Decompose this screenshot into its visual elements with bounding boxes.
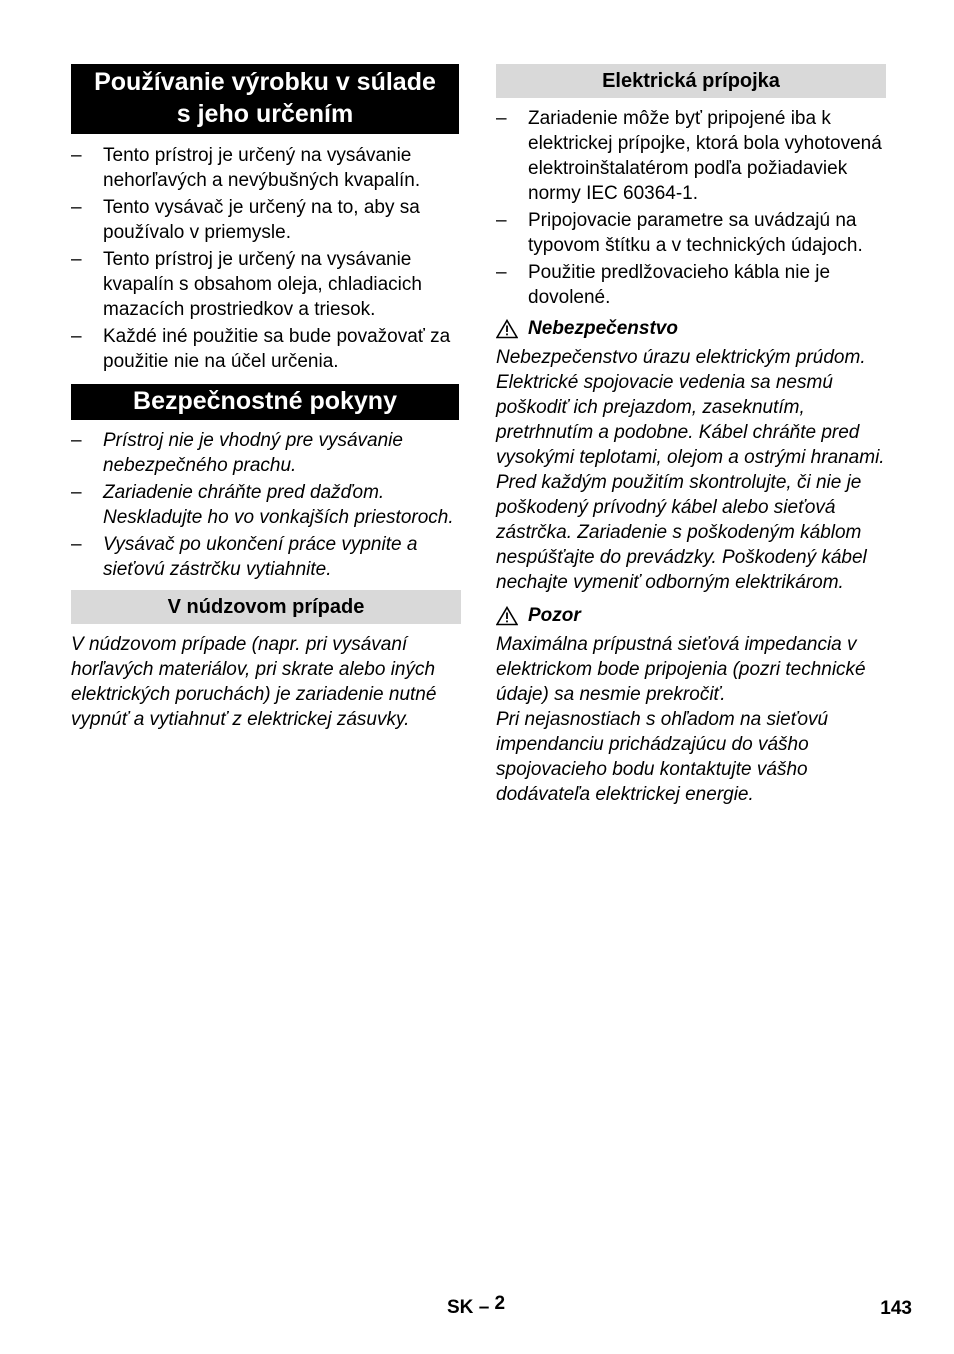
heading-intended-use (71, 64, 459, 134)
heading-intended-use-line1: Používanie výrobku v súlade (94, 68, 436, 96)
safety-list (71, 428, 461, 582)
emergency-text: V núdzovom prípade (napr. pri vysávaní horľavých materiálov, pri skrate alebo iných elektrických poruchách) je zariadenie nutné vypnúť a vytiahnuť z elektrickej zásuvky. (71, 634, 437, 730)
dash-bullet: – (71, 482, 82, 503)
caution-text-2: Pri nejasnostiach s ohľadom na sieťovú impendanciu prichádzajúcu do vášho spojovacieho bodu kontaktujte vášho dodávateľa elektrickej energie. (496, 709, 829, 805)
warning-triangle-icon (496, 606, 518, 626)
list-item: – Zariadenie chráňte pred dažďom. Neskladujte ho vo vonkajších priestoroch. (71, 482, 454, 528)
footer-dash: – (478, 1297, 490, 1318)
dash-bullet: – (71, 326, 82, 347)
dash-bullet: – (496, 108, 507, 129)
list-item: – Tento prístroj je určený na vysávanie nehorľavých a nevýbušných kvapalín. (71, 145, 421, 191)
list-item: – Tento prístroj je určený na vysávanie kvapalín s obsahom oleja, chladiacich mazacích prostriedkov a triesok. (71, 249, 422, 320)
list-item: – Prístroj nie je vhodný pre vysávanie nebezpečného prachu. (71, 430, 403, 476)
caution-label: Pozor (528, 605, 581, 626)
footer-lang: SK (447, 1297, 474, 1318)
heading-emergency: V núdzovom prípade (71, 590, 461, 624)
heading-safety: Bezpečnostné pokyny (71, 384, 459, 420)
danger-text-1: Nebezpečenstvo úrazu elektrickým prúdom. Elektrické spojovacie vedenia sa nesmú poškodiť ich prejazdom, zaseknutím, pretrhnutím a podobne. Kábel chráňte pred vysokými teplotami, olejom a ostrými hranami. (496, 347, 885, 468)
page-number: 143 (880, 1298, 912, 1319)
danger-text-2: Pred každým použitím skontrolujte, či nie je poškodený prívodný kábel alebo sieťová zástrčka. Zariadenie s poškodeným káblom nespúšťajte do prevádzky. Poškodený kábel nechajte vymeniť odborným elektrikárom. (496, 472, 867, 593)
list-item: – Zariadenie môže byť pripojené iba k elektrickej prípojke, ktorá bola vyhotovená elektroinštalatérom podľa požiadaviek normy IEC 60364-1. (496, 108, 882, 204)
dash-bullet: – (71, 145, 82, 166)
electrical-list (496, 106, 886, 310)
dash-bullet: – (496, 262, 507, 283)
danger-label: Nebezpečenstvo (528, 318, 678, 339)
dash-bullet: – (71, 197, 82, 218)
left-column (71, 64, 461, 732)
right-column (496, 64, 886, 807)
caution-text-1: Maximálna prípustná sieťová impedancia v elektrickom bode pripojenia (pozri technické údaje) sa nesmie prekročiť. (496, 634, 866, 705)
list-item: – Tento vysávač je určený na to, aby sa používalo v priemysle. (71, 197, 420, 243)
dash-bullet: – (71, 534, 82, 555)
dash-bullet: – (496, 210, 507, 231)
list-item: – Každé iné použitie sa bude považovať za použitie nie na účel určenia. (71, 326, 451, 372)
danger-heading (496, 316, 886, 341)
heading-electrical: Elektrická prípojka (496, 64, 886, 98)
dash-bullet: – (71, 249, 82, 270)
list-item: – Pripojovacie parametre sa uvádzajú na typovom štítku a v technických údajoch. (496, 210, 863, 256)
warning-triangle-icon (496, 319, 518, 339)
list-item: – Použitie predlžovacieho kábla nie je dovolené. (496, 262, 831, 308)
list-item: – Vysávač po ukončení práce vypnite a sieťovú zástrčku vytiahnite. (71, 534, 418, 580)
intended-use-list (71, 143, 461, 374)
heading-intended-use-line2: s jeho určením (176, 100, 354, 128)
footer-section-number: 2 (494, 1293, 506, 1314)
dash-bullet: – (71, 430, 82, 451)
caution-heading (496, 603, 886, 628)
footer-section (447, 1293, 506, 1319)
